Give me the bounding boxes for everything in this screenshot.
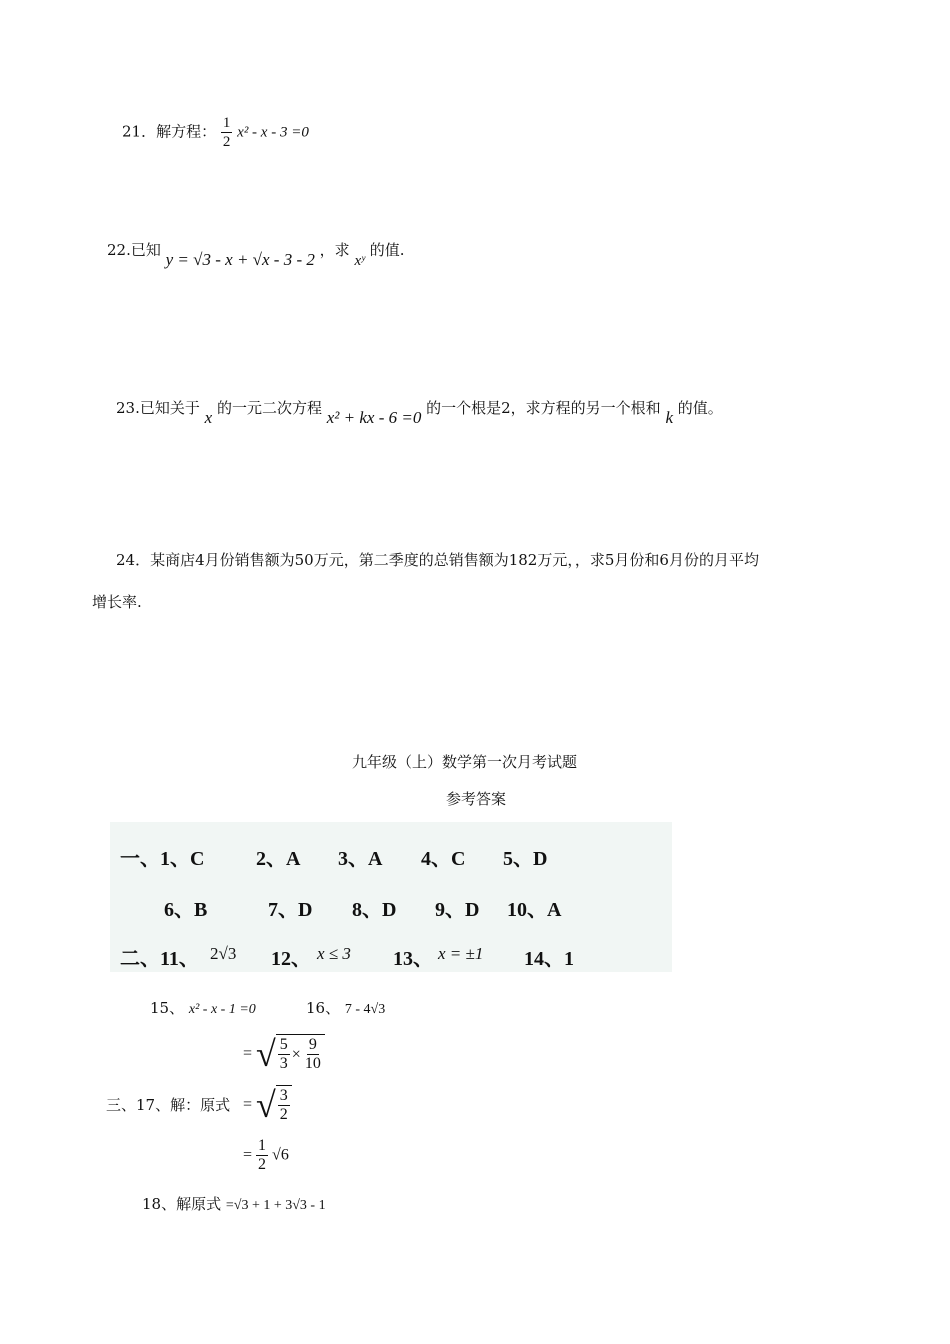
answer-15-expression: x² - x - 1 =0 [188, 1002, 256, 1017]
answer-17-label: 三、17、解：原式 [106, 1096, 231, 1114]
answer-9: 9、D [435, 899, 480, 921]
answer-13: x = ±1 [438, 944, 484, 963]
answer-key-image [110, 822, 672, 972]
fraction-3-2: $\frac{3}{2}$ [279, 1087, 288, 1123]
answers-subtitle: 参考答案 [446, 790, 507, 808]
answer-10: 10、A [507, 899, 562, 921]
answer-17-line-2 [243, 1085, 292, 1125]
question-21-label: 21．解方程： [122, 122, 217, 141]
equals-sign: = [243, 1096, 253, 1113]
question-23-mid2: 的一个根是2，求方程的另一个根和 [426, 399, 661, 417]
answer-14: 14、1 [524, 948, 574, 970]
answer-11: 2√3 [210, 944, 237, 963]
question-23-label: 23.已知关于 [116, 399, 200, 417]
sqrt-sign: √ $\frac{3}{2}$ [256, 1085, 292, 1125]
question-23-var-k: k [665, 408, 674, 427]
answer-16-label: 16、 [306, 999, 341, 1017]
answer-7: 7、D [268, 899, 313, 921]
question-22-expression: y = √3 - x + √x - 3 - 2 [165, 250, 315, 269]
answer-2: 2、A [256, 848, 301, 870]
question-23-tail: 的值。 [677, 399, 723, 417]
question-22-label: 22.已知 [107, 241, 161, 259]
question-22-mid: ，求 [319, 241, 350, 259]
question-21 [122, 114, 309, 151]
answer-17-line-1 [243, 1034, 325, 1074]
equals-sign: = [243, 1146, 253, 1164]
fraction-half: $\frac{1}{2}$ [222, 115, 231, 150]
answer-12: x ≤ 3 [317, 944, 351, 963]
answer-16-expression: 7 - 4√3 [344, 1002, 386, 1017]
answer-6: 6、B [164, 899, 208, 921]
question-22-power: xʸ [354, 253, 365, 269]
answer-12-label: 12、 [271, 948, 311, 970]
question-22 [107, 240, 405, 269]
fraction-1-2: $\frac{1}{2}$ [258, 1137, 267, 1173]
question-22-tail: 的值. [369, 241, 405, 259]
fraction-5-3: $\frac{5}{3}$ [279, 1036, 288, 1072]
question-23 [116, 398, 723, 427]
answer-5: 5、D [503, 848, 548, 870]
times-sign: × [291, 1045, 301, 1063]
answer-18 [142, 1194, 326, 1216]
answer-18-expression: =√3 + 1 + 3√3 - 1 [225, 1198, 326, 1213]
equals-sign: = [243, 1045, 253, 1062]
answer-15 [150, 998, 256, 1020]
question-23-equation: x² + kx - 6 =0 [326, 408, 422, 427]
sqrt-6: √6 [272, 1146, 289, 1164]
answer-18-label: 18、解原式 [142, 1195, 222, 1213]
answer-13-label: 13、 [393, 948, 433, 970]
question-23-mid1: 的一元二次方程 [216, 399, 322, 417]
question-24-line-1: 24．某商店4月份销售额为50万元，第二季度的总销售额为182万元，，求5月份和6月份的月平均 [116, 551, 759, 569]
sqrt-sign: √ $\frac{5}{3}$ × $\frac{9}{10}$ [256, 1034, 325, 1074]
answer-3: 3、A [338, 848, 383, 870]
answer-section-2: 二、11、 [120, 948, 199, 970]
fraction-9-10: $\frac{9}{10}$ [304, 1036, 321, 1072]
answer-4: 4、C [421, 848, 466, 870]
answers-title: 九年级（上）数学第一次月考试题 [352, 753, 578, 771]
answer-17-line-3 [243, 1137, 289, 1174]
answer-15-label: 15、 [150, 999, 185, 1017]
answer-1: 一、1、C [120, 848, 205, 870]
answer-8: 8、D [352, 899, 397, 921]
question-24-line-2: 增长率. [92, 593, 142, 611]
answer-16 [306, 998, 385, 1020]
question-21-equation: x² - x - 3 =0 [237, 124, 309, 141]
question-23-var-x: x [204, 408, 213, 427]
